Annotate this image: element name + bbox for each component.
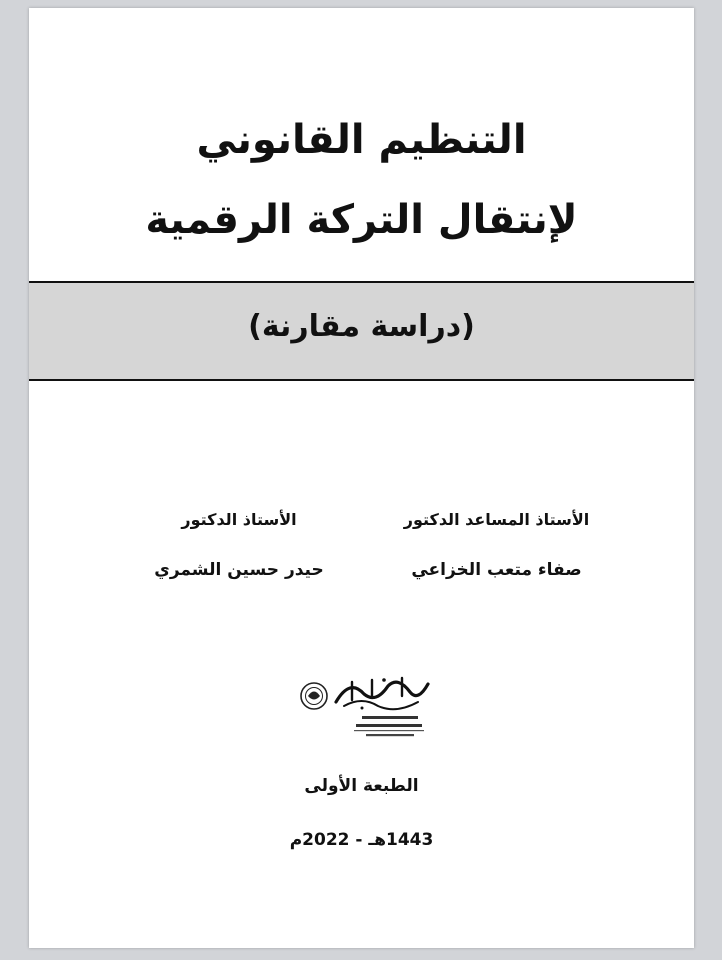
edition-label: الطبعة الأولى bbox=[304, 776, 419, 796]
book-cover-page bbox=[29, 8, 694, 948]
publication-year: 1443هـ - 2022م bbox=[289, 830, 434, 850]
author-2-role: الأستاذ الدكتور bbox=[181, 510, 297, 529]
book-subtitle: (دراسة مقارنة) bbox=[248, 309, 475, 344]
book-title-line-1: التنظيم القانوني bbox=[196, 117, 527, 163]
author-2-name: حيدر حسين الشمري bbox=[154, 560, 324, 580]
author-1-name: صفاء متعب الخزاعي bbox=[411, 560, 582, 580]
subtitle-band bbox=[29, 281, 694, 381]
book-title-line-2: لإنتقال التركة الرقمية bbox=[145, 197, 578, 243]
author-2 bbox=[139, 508, 339, 582]
author-1-role: الأستاذ المساعد الدكتور bbox=[403, 510, 590, 529]
author-1 bbox=[379, 508, 614, 582]
publisher-logo-icon bbox=[292, 672, 437, 742]
publisher-logo bbox=[292, 672, 437, 742]
